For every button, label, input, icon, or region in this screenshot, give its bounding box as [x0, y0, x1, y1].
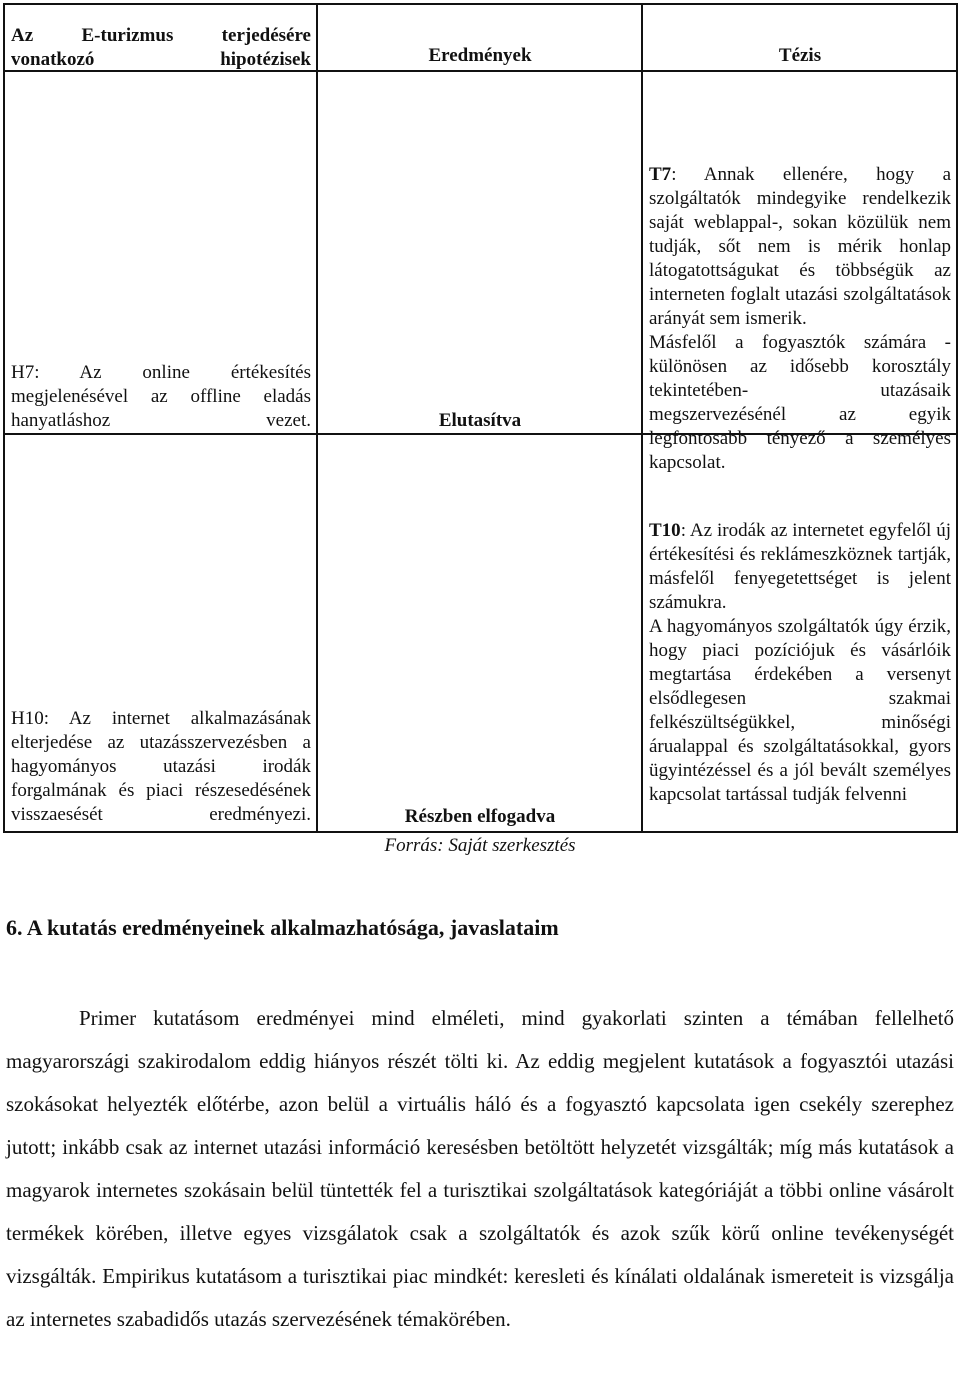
thesis-extra: A hagyományos szolgáltatók úgy érzik, hogy piaci pozíciójuk és vásárlóik megtartása érdekében a versenyt elsődlegesen szakmai felkészültségükkel, minőségi árualappal és szolgáltatásokkal, gyors ügyintézéssel és a jól bevált személyes kapcsolat tartással tudják felvenni	[649, 616, 951, 805]
hypothesis-table	[3, 3, 958, 833]
thesis-text: : Annak ellenére, hogy a szolgáltatók mindegyike rendelkezik saját weblappal-, sokan közülük nem tudják, sőt nem is mérik honlap látogatottságukat és többségük az interneten foglalt utazási szolgáltatások arányát sem ismerik.	[649, 164, 951, 329]
hypothesis-cell	[5, 435, 318, 831]
thesis-text: : Az irodák az internetet egyfelől új értékesítési és reklámeszköznek tartják, másfelől fenyegetettséget is jelent számukra.	[649, 520, 951, 613]
thesis-code: T10	[649, 520, 681, 541]
table-row	[3, 435, 958, 833]
thesis-code: T7	[649, 164, 672, 185]
thesis-cell	[643, 435, 956, 831]
header-hypotheses: Az E-turizmus terjedésére vonatkozó hipotézisek	[5, 5, 318, 70]
thesis-extra: Másfelől a fogyasztók számára - különösen az idősebb korosztály tekintetében- utazásaik megszervezésénél az egyik legfontosabb tényező a személyes kapcsolat.	[649, 332, 951, 473]
table-row	[3, 72, 958, 473]
thesis-paragraph	[649, 163, 951, 331]
body-paragraph: Primer kutatásom eredményei mind elméleti, mind gyakorlati szinten a témában fellelhető magyarországi szakirodalom eddig hiányos részét tölti ki. Az eddig megjelent kutatások a fogyasztói utazási szokásokat helyezték előtérbe, azon belül a virtuális háló és a fogyasztó kapcsolata igen csekély szerephez jutott; inkább csak az internet utazási információ keresésben betöltött helyzetét vizsgálták; míg más kutatások a magyarok internetes szokásain belül tüntették fel a turisztikai szolgáltatások kategóriáját a többi online vásárolt termékek körében, illetve egyes vizsgálatok csak a szolgáltatók és azok szűk körű online tevékenységét vizsgálták. Empirikus kutatásom a turisztikai piac mindkét: keresleti és kínálati oldalának ismereteit is vizsgálja az internetes szabadidős utazás szervezésének témakörében.	[6, 1006, 954, 1331]
header-thesis: Tézis	[778, 45, 822, 66]
table-header-row	[3, 3, 958, 72]
hypothesis-text: H7: Az online értékesítés megjelenésével az offline eladás hanyatláshoz vezet.	[11, 362, 311, 431]
thesis-paragraph	[649, 519, 951, 615]
thesis-cell	[643, 72, 956, 473]
section-title: 6. A kutatás eredményeinek alkalmazhatósága, javaslataim	[6, 915, 559, 940]
result-cell	[318, 435, 643, 831]
result-cell	[318, 72, 643, 433]
hypothesis-cell	[5, 72, 318, 433]
result-text: Részben elfogadva	[404, 806, 556, 827]
table-source: Forrás: Saját szerkesztés	[384, 835, 576, 856]
header-results: Eredmények	[318, 5, 643, 70]
hypothesis-text: H10: Az internet alkalmazásának elterjedése az utazásszervezésben a hagyományos utazási irodák forgalmának és piaci részesedésének visszaesését eredményezi.	[11, 708, 311, 825]
result-text: Elutasítva	[438, 410, 522, 431]
